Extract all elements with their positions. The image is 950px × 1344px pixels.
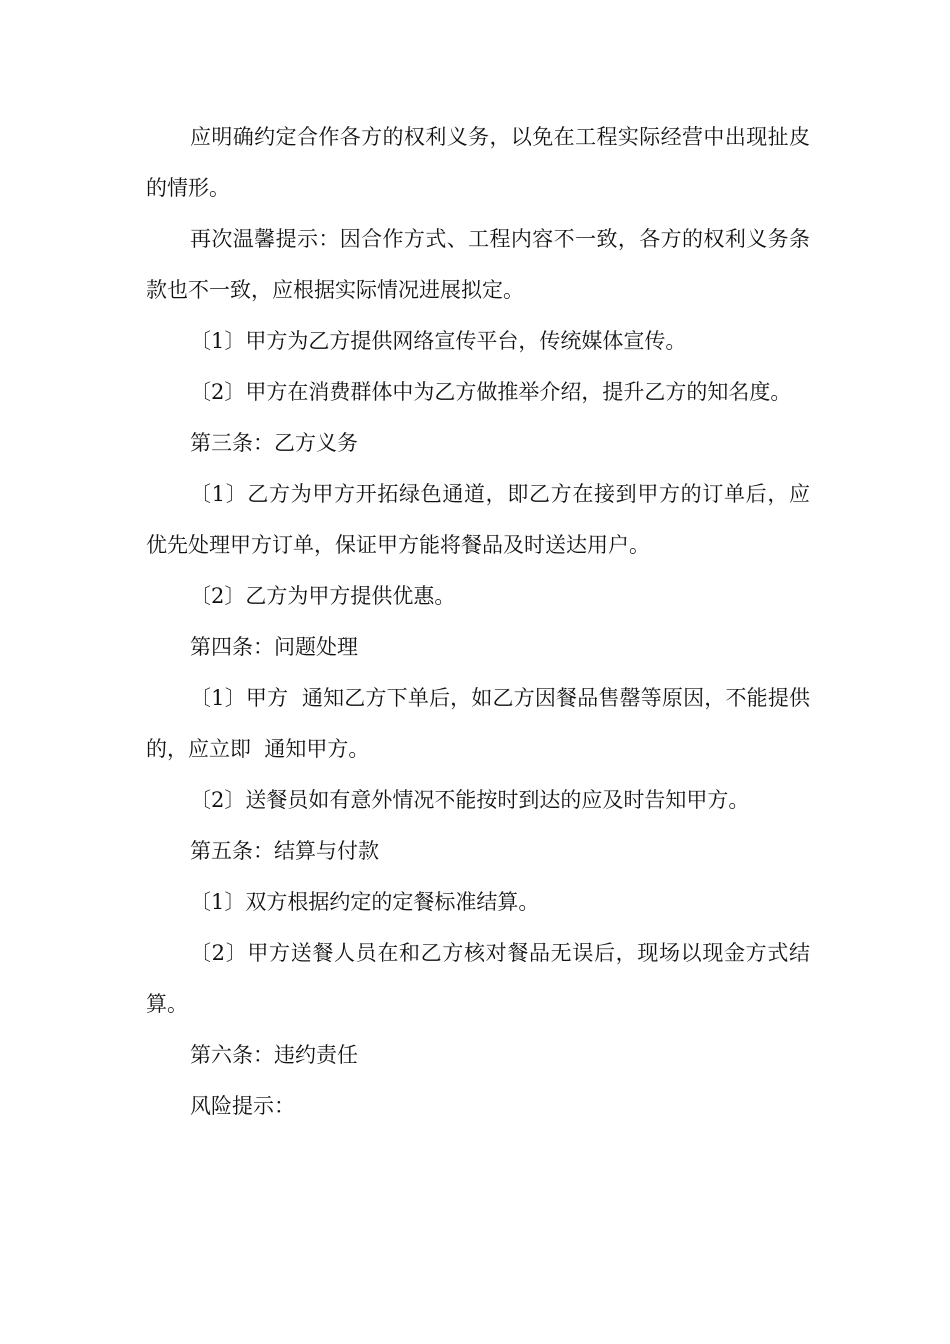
paragraph-reminder: 再次温馨提示：因合作方式、工程内容不一致，各方的权利义务条款也不一致，应根据实际情况进展拟定。	[146, 227, 810, 302]
heading-article-5: 第五条：结算与付款	[190, 839, 379, 863]
paragraph-settlement-item-1: 〔1〕双方根据约定的定餐标准结算。	[190, 890, 540, 914]
paragraph-party-b-item-2: 〔2〕乙方为甲方提供优惠。	[190, 584, 456, 608]
paragraph-rights-obligations: 应明确约定合作各方的权利义务，以免在工程实际经营中出现扯皮的情形。	[146, 125, 810, 200]
paragraph-party-b-item-1: 〔1〕乙方为甲方开拓绿色通道，即乙方在接到甲方的订单后，应优先处理甲方订单，保证甲方能将餐品及时送达用户。	[146, 482, 810, 557]
heading-article-4: 第四条：问题处理	[190, 635, 358, 659]
paragraph-settlement-item-2: 〔2〕甲方送餐人员在和乙方核对餐品无误后，现场以现金方式结算。	[146, 941, 810, 1016]
heading-article-3: 第三条：乙方义务	[190, 431, 358, 455]
paragraph-party-a-item-1: 〔1〕甲方为乙方提供网络宣传平台，传统媒体宣传。	[190, 329, 687, 353]
document-body	[146, 112, 810, 1132]
heading-article-6: 第六条：违约责任	[190, 1043, 358, 1067]
paragraph-risk-notice: 风险提示：	[190, 1094, 295, 1118]
paragraph-party-a-item-2: 〔2〕甲方在消费群体中为乙方做推举介绍，提升乙方的知名度。	[190, 380, 792, 404]
paragraph-issue-item-2: 〔2〕送餐员如有意外情况不能按时到达的应及时告知甲方。	[190, 788, 750, 812]
paragraph-issue-item-1: 〔1〕甲方 通知乙方下单后，如乙方因餐品售罄等原因，不能提供的，应立即 通知甲方。	[146, 686, 810, 761]
